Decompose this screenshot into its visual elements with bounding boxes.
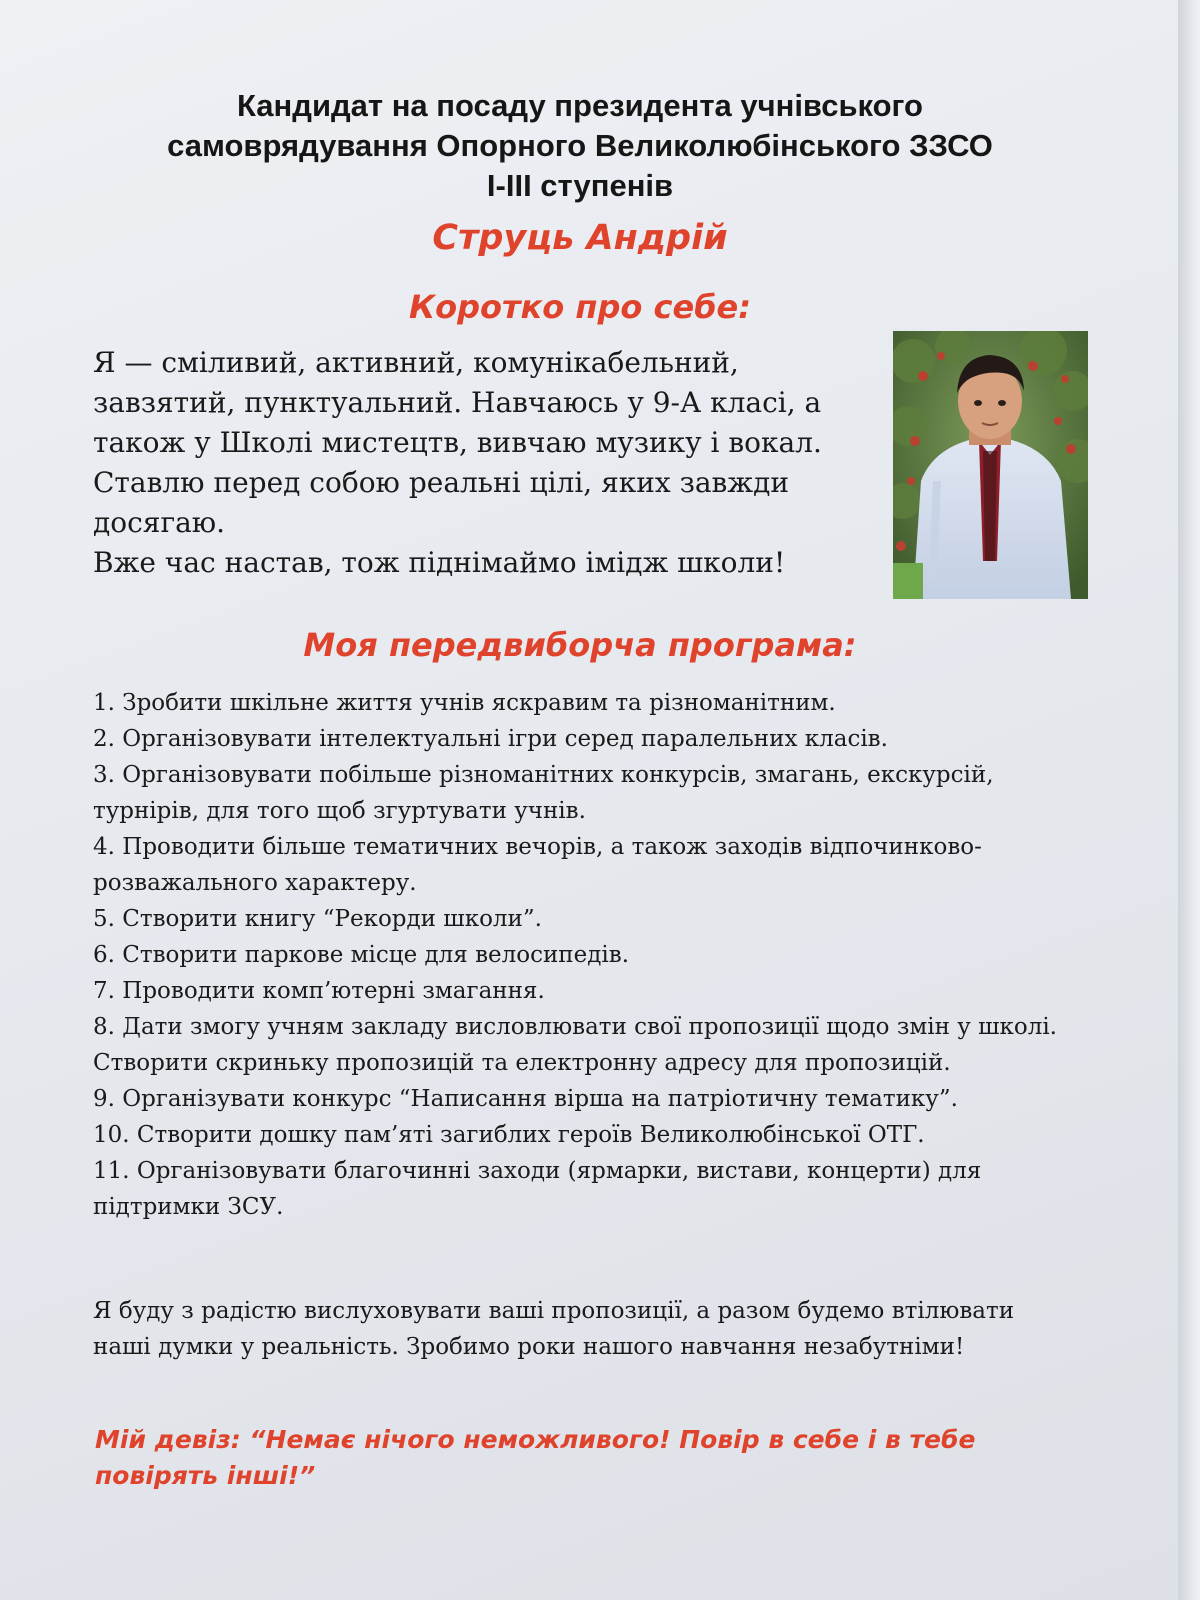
- program-item: 4. Проводити більше тематичних вечорів, а також заходів відпочинково-розважального характеру.: [93, 834, 982, 896]
- program-item: 9. Організувати конкурс “Написання вірша на патріотичну тематику”.: [93, 1086, 958, 1112]
- motto: Мій девіз: “Немає нічого неможливого! Повір в себе і в тебе повірять інші!”: [95, 1425, 976, 1490]
- program-item: 11. Організовувати благочинні заходи (ярмарки, вистави, концерти) для підтримки ЗСУ.: [93, 1158, 982, 1220]
- about-slogan: Вже час настав, тож піднімаймо імідж школи!: [93, 546, 786, 579]
- about-text: [93, 343, 863, 583]
- about-heading: Коротко про себе:: [408, 288, 752, 326]
- title-line-2: самоврядування Опорного Великолюбінського ЗЗСО: [167, 128, 993, 163]
- closing-text: Я буду з радістю вислуховувати ваші пропозиції, а разом будемо втілювати наші думки у реальність. Зробимо роки нашого навчання незабутніми!: [93, 1298, 1015, 1360]
- about-paragraph: Я — сміливий, активний, комунікабельний, завзятий, пунктуальний. Навчаюсь у 9-А класі, а також у Школі мистецтв, вивчаю музику і вокал. Ставлю перед собою реальні цілі, яких завжди досягаю.: [93, 346, 822, 539]
- program-item: 5. Створити книгу “Рекорди школи”.: [93, 906, 542, 932]
- candidate-photo: [893, 331, 1088, 599]
- program-list: [93, 685, 1093, 1225]
- program-item: 8. Дати змогу учням закладу висловлювати свої пропозиції щодо змін у школі. Створити скриньку пропозицій та електронну адресу для пропозицій.: [93, 1014, 1057, 1076]
- paper-edge: [1178, 0, 1200, 1600]
- title-line-1: Кандидат на посаду президента учнівського: [237, 88, 923, 123]
- program-item: 2. Організовувати інтелектуальні ігри серед паралельних класів.: [93, 726, 888, 752]
- program-item: 6. Створити паркове місце для велосипедів.: [93, 942, 630, 968]
- program-item: 1. Зробити шкільне життя учнів яскравим та різноманітним.: [93, 690, 836, 716]
- program-item: 10. Створити дошку пам’яті загиблих героїв Великолюбінської ОТГ.: [93, 1122, 925, 1148]
- candidate-photo-illustration: [893, 331, 1088, 599]
- poster-title: [60, 86, 1100, 206]
- candidate-name: Струць Андрій: [432, 218, 728, 258]
- program-item: 3. Організовувати побільше різноманітних конкурсів, змагань, екскурсій, турнірів, для того щоб згуртувати учнів.: [93, 762, 994, 824]
- program-item: 7. Проводити комп’ютерні змагання.: [93, 978, 545, 1004]
- title-line-3: І-ІІІ ступенів: [486, 168, 674, 203]
- program-heading: Моя передвиборча програма:: [303, 626, 857, 664]
